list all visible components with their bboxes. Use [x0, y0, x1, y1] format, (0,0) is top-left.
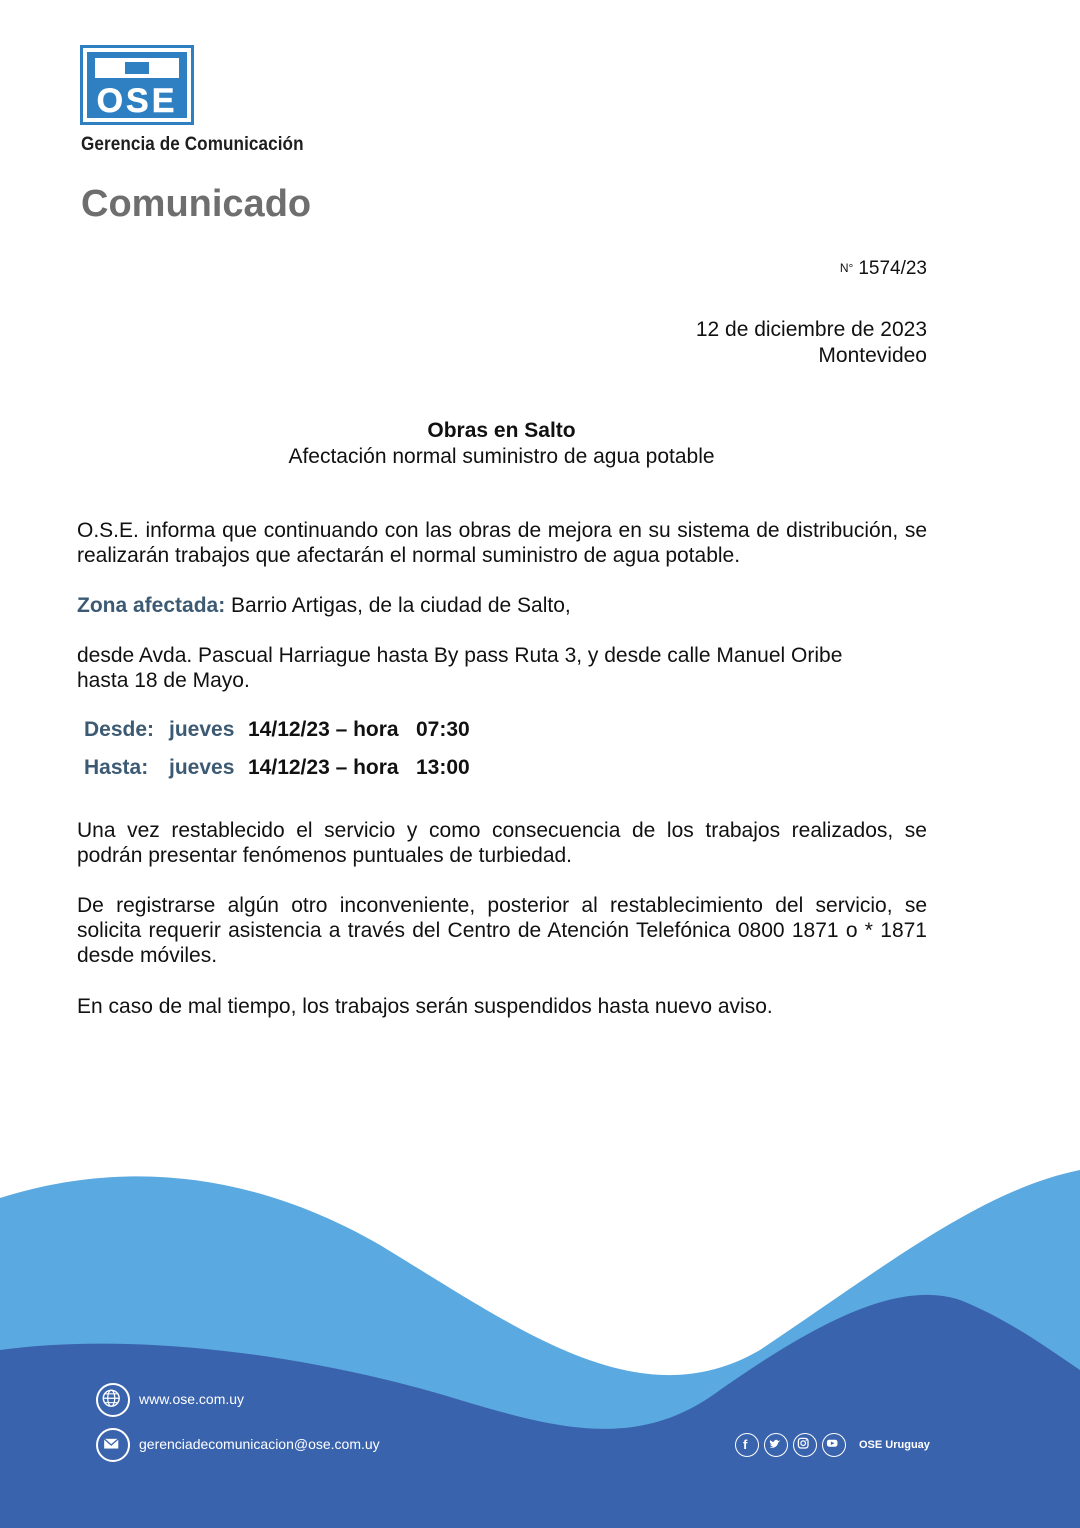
schedule-to — [84, 756, 470, 780]
doc-number — [840, 258, 927, 280]
weather-paragraph: En caso de mal tiempo, los trabajos serán suspendidos hasta nuevo aviso. — [77, 995, 773, 1018]
envelope-icon — [96, 1428, 130, 1462]
website-link[interactable]: www.ose.com.uy — [139, 1391, 245, 1407]
facebook-icon[interactable] — [735, 1433, 759, 1457]
schedule-to-date: 14/12/23 – hora — [248, 756, 399, 779]
ose-logo — [80, 45, 194, 125]
zone-line — [77, 593, 927, 618]
logo-text: OSE — [96, 82, 178, 120]
schedule-from-time: 07:30 — [416, 718, 470, 741]
notice-subtitle: Afectación normal suministro de agua potable — [288, 445, 715, 468]
notice-title: Obras en Salto — [427, 419, 576, 442]
instagram-icon[interactable] — [793, 1433, 817, 1457]
zone-detail: desde Avda. Pascual Harriague hasta By pass Ruta 3, y desde calle Manuel Oribe hasta 18 de Mayo. — [77, 644, 843, 692]
contact-paragraph: De registrarse algún otro inconveniente, posterior al restablecimiento del servicio, se solicita requerir asistencia a través del Centro de Atención Telefónica 0800 1871 o * 1871 desde móviles. — [77, 894, 927, 967]
intro-paragraph: O.S.E. informa que continuando con las obras de mejora en su sistema de distribución, se realizarán trabajos que afectarán el normal suministro de agua potable. — [77, 519, 927, 567]
schedule-from — [84, 718, 470, 742]
svg-text:f: f — [743, 1436, 748, 1452]
schedule-from-day: jueves — [169, 718, 235, 741]
notice-title-block — [0, 418, 1003, 470]
schedule-from-label: Desde: — [84, 718, 155, 741]
schedule-from-date: 14/12/23 – hora — [248, 718, 399, 741]
twitter-icon[interactable] — [764, 1433, 788, 1457]
zone-value: Barrio Artigas, de la ciudad de Salto, — [225, 594, 571, 617]
number-value: 1574/23 — [858, 258, 927, 279]
youtube-icon[interactable] — [822, 1433, 846, 1457]
social-handle[interactable]: OSE Uruguay — [859, 1439, 930, 1451]
schedule-to-day: jueves — [169, 756, 235, 779]
schedule-to-time: 13:00 — [416, 756, 470, 779]
footer-wave — [0, 1150, 1080, 1528]
email-link[interactable]: gerenciadecomunicacion@ose.com.uy — [139, 1436, 380, 1452]
schedule-to-label: Hasta: — [84, 756, 149, 779]
zone-label: Zona afectada: — [77, 594, 226, 617]
doc-city: Montevideo — [818, 344, 927, 367]
globe-icon — [96, 1383, 130, 1417]
number-prefix: N° — [839, 261, 854, 275]
department-name: Gerencia de Comunicación — [81, 134, 304, 155]
doc-date: 12 de diciembre de 2023 — [695, 318, 927, 341]
turbidity-paragraph: Una vez restablecido el servicio y como consecuencia de los trabajos realizados, se podrán presentar fenómenos puntuales de turbiedad. — [77, 819, 927, 867]
doc-type-heading: Comunicado — [81, 183, 312, 225]
date-block — [696, 317, 927, 369]
